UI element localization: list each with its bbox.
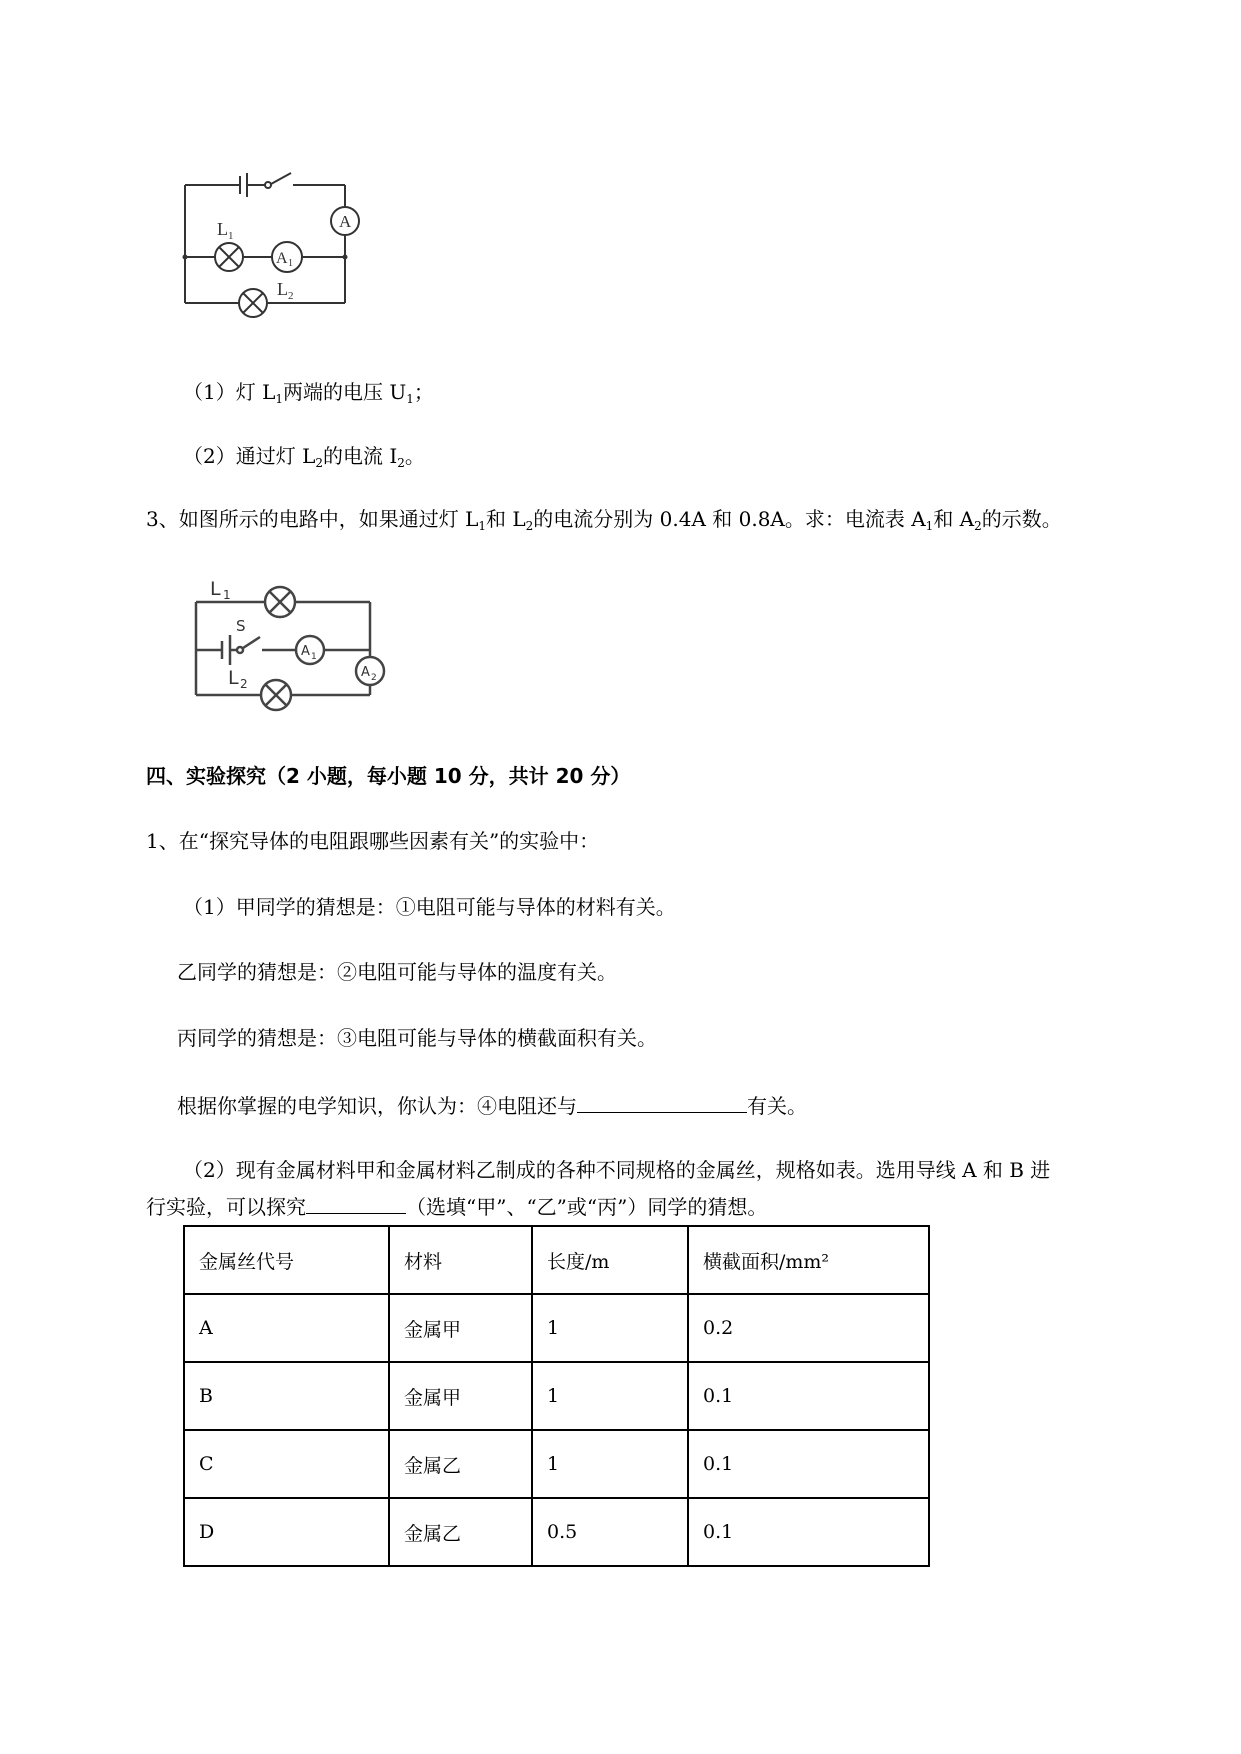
lamp-l2-sub: 2 [288, 290, 294, 302]
q3-sub-3: 1 [925, 519, 934, 533]
table-cell: B [184, 1362, 389, 1430]
ammeter-a-label: A [339, 212, 352, 231]
table-cell: 金属乙 [389, 1498, 532, 1566]
fig2-lamp-l1-label: L [210, 578, 221, 600]
q3-sub-1: 1 [478, 519, 487, 533]
lamp-l1-sub: 1 [228, 230, 234, 242]
table-cell: 0.5 [532, 1498, 688, 1566]
wire-spec-table [183, 1225, 930, 1567]
q3-text-4: 和 A [933, 507, 975, 531]
q2-part2-sub1: 2 [315, 456, 324, 470]
table-cell: 金属甲 [389, 1362, 532, 1430]
fig2-ammeter-a2-label: A [361, 665, 370, 680]
fig2-lamp-l1-sub: 1 [223, 588, 231, 602]
q3-text [146, 507, 1062, 533]
fig2-lamp-l2-sub: 2 [240, 677, 248, 691]
table-row [184, 1430, 929, 1498]
own-guess-text-a: 根据你掌握的电学知识，你认为：④电阻还与 [177, 1094, 577, 1118]
q3-text-2: 和 L [486, 507, 526, 531]
section-heading: 四、实验探究（2 小题，每小题 10 分，共计 20 分） [146, 764, 631, 788]
table-header-cell: 金属丝代号 [184, 1226, 389, 1294]
table-row [184, 1362, 929, 1430]
table-cell: A [184, 1294, 389, 1362]
table-cell: 金属乙 [389, 1430, 532, 1498]
fig2-ammeter-a1-sub: 1 [311, 652, 317, 662]
table-cell: D [184, 1498, 389, 1566]
q2-part1-b: 两端的电压 U [283, 380, 407, 404]
table-cell: 1 [532, 1362, 688, 1430]
q2-part1-sub1: 1 [275, 392, 284, 406]
table-cell: 0.1 [688, 1430, 929, 1498]
table-header-row [184, 1226, 929, 1294]
table-row [184, 1498, 929, 1566]
lamp-l1-label: L [217, 219, 228, 239]
fig2-ammeter-a2-sub: 2 [371, 673, 377, 683]
q2-part1-a: （1）灯 L [183, 380, 276, 404]
q1-intro: 1、在“探究导体的电阻跟哪些因素有关”的实验中： [146, 829, 600, 853]
q2-part1-c: ； [413, 380, 434, 404]
lamp-l2-label: L [277, 279, 288, 299]
table-row [184, 1294, 929, 1362]
fig2-lamp-l2-label: L [228, 667, 239, 689]
answer-blank-2[interactable] [306, 1195, 406, 1214]
circuit-diagram-2 [180, 575, 410, 720]
part2-line1: （2）现有金属材料甲和金属材料乙制成的各种不同规格的金属丝，规格如表。选用导线 A 和 B 进 [183, 1158, 1051, 1182]
q2-part1-sub2: 1 [406, 392, 414, 406]
table-cell: C [184, 1430, 389, 1498]
answer-blank-1[interactable] [577, 1094, 747, 1113]
table-header-cell: 材料 [389, 1226, 532, 1294]
table-cell: 0.1 [688, 1362, 929, 1430]
q2-part2 [183, 444, 425, 470]
guess-jia: （1）甲同学的猜想是：①电阻可能与导体的材料有关。 [183, 895, 676, 919]
own-guess-text-b: 有关。 [747, 1094, 807, 1118]
q2-part2-a: （2）通过灯 L [183, 444, 316, 468]
fig2-switch-label: S [236, 617, 246, 635]
q2-part2-sub2: 2 [397, 456, 405, 470]
q3-text-1: 3、如图所示的电路中，如果通过灯 L [146, 507, 479, 531]
q3-text-3: 的电流分别为 0.4A 和 0.8A。求：电流表 A [533, 507, 926, 531]
guess-yi: 乙同学的猜想是：②电阻可能与导体的温度有关。 [177, 960, 617, 984]
q2-part1 [183, 380, 434, 406]
part2-line2-text-a: 行实验，可以探究 [146, 1195, 306, 1219]
table-cell: 1 [532, 1294, 688, 1362]
part2-line2 [146, 1195, 767, 1217]
fig2-ammeter-a1-label: A [301, 644, 310, 659]
own-guess-line [177, 1094, 807, 1116]
ammeter-a1-label: A [276, 250, 288, 267]
table-cell: 0.1 [688, 1498, 929, 1566]
q3-text-5: 的示数。 [981, 507, 1062, 531]
circuit-diagram-1 [175, 165, 375, 325]
q2-part2-b: 的电流 I [323, 444, 398, 468]
q2-part2-c: 。 [404, 444, 425, 468]
q3-sub-2: 2 [525, 519, 534, 533]
part2-line2-text-b: （选填“甲”、“乙”或“丙”）同学的猜想。 [406, 1195, 768, 1219]
table-cell: 金属甲 [389, 1294, 532, 1362]
table-cell: 0.2 [688, 1294, 929, 1362]
guess-bing: 丙同学的猜想是：③电阻可能与导体的横截面积有关。 [177, 1026, 657, 1050]
table-header-cell: 横截面积/mm² [688, 1226, 929, 1294]
table-cell: 1 [532, 1430, 688, 1498]
table-header-cell: 长度/m [532, 1226, 688, 1294]
ammeter-a1-sub: 1 [288, 258, 293, 269]
q3-sub-4: 2 [974, 519, 982, 533]
